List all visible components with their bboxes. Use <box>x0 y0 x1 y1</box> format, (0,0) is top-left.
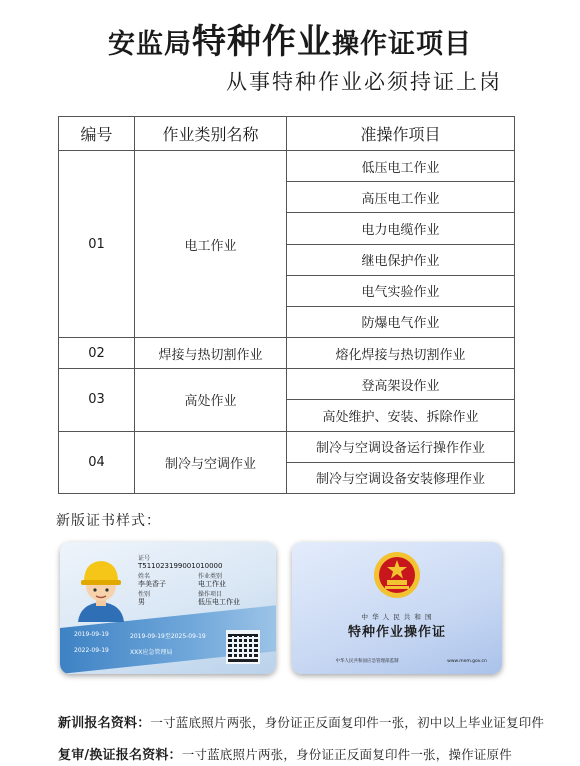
table-row <box>59 431 515 462</box>
row-category: 焊接与热切割作业 <box>135 338 287 369</box>
category-value: 电工作业 <box>198 580 226 588</box>
certificate-section-label: 新版证书样式： <box>56 513 161 529</box>
project-value: 低压电工作业 <box>198 598 240 606</box>
valid-period-value: 2019-09-19至2025-09-19 <box>130 633 206 640</box>
row-number: 03 <box>59 369 135 431</box>
row-category: 高处作业 <box>135 369 287 431</box>
renewal-requirements <box>58 744 512 763</box>
row-number: 02 <box>59 338 135 369</box>
page-title <box>0 14 580 63</box>
ministry-website: www.mem.gov.cn <box>447 659 487 664</box>
new-training-text: 一寸蓝底照片两张，身份证正反面复印件一张，初中以上毕业证复印件 <box>150 715 545 730</box>
column-header-no: 编号 <box>59 117 135 151</box>
issuer-value: XXX应急管理局 <box>130 649 173 656</box>
certificate-front-card <box>60 542 276 674</box>
row-project: 电气实验作业 <box>287 275 515 306</box>
title-part-1: 安监局 <box>108 29 192 60</box>
projects-table <box>58 116 515 494</box>
new-training-requirements <box>58 712 544 731</box>
row-number: 04 <box>59 431 135 493</box>
row-category: 制冷与空调作业 <box>135 431 287 493</box>
certificate-name: 特种作业操作证 <box>347 625 446 640</box>
national-emblem-icon <box>372 550 422 600</box>
renewal-label: 复审/换证报名资料： <box>58 748 182 763</box>
title-part-3: 操作证项目 <box>332 29 472 60</box>
table-row <box>59 369 515 400</box>
gender-label: 性别 <box>138 591 151 598</box>
name-value: 李美香子 <box>138 580 166 588</box>
row-project: 制冷与空调设备安装修理作业 <box>287 462 515 493</box>
row-category: 电工作业 <box>135 151 287 338</box>
row-project: 防爆电气作业 <box>287 306 515 337</box>
table-row <box>59 338 515 369</box>
new-training-label: 新训报名资料： <box>58 716 151 731</box>
row-project: 继电保护作业 <box>287 244 515 275</box>
row-project: 登高架设作业 <box>287 369 515 400</box>
row-project: 制冷与空调设备运行操作作业 <box>287 431 515 462</box>
column-header-category: 作业类别名称 <box>135 117 287 151</box>
row-project: 高处维护、安装、拆除作业 <box>287 400 515 431</box>
page-subtitle: 从事特种作业必须持证上岗 <box>226 70 502 94</box>
category-label: 作业类别 <box>198 573 223 580</box>
column-header-project: 准操作项目 <box>287 117 515 151</box>
project-label: 操作项目 <box>198 591 223 598</box>
certificate-back-card <box>292 542 502 674</box>
review-date-value: 2022-09-19 <box>74 647 109 654</box>
qr-code-icon <box>226 630 260 664</box>
row-project: 低压电工作业 <box>287 151 515 182</box>
name-label: 姓名 <box>138 573 151 580</box>
renewal-text: 一寸蓝底照片两张，身份证正反面复印件一张，操作证原件 <box>181 747 512 762</box>
issuing-ministry: 中华人民共和国应急管理部监制 <box>335 659 399 664</box>
gender-value: 男 <box>138 598 145 606</box>
row-project: 熔化焊接与热切割作业 <box>287 338 515 369</box>
row-project: 电力电缆作业 <box>287 213 515 244</box>
row-number: 01 <box>59 151 135 338</box>
first-issue-value: 2019-09-19 <box>74 631 109 638</box>
country-name: 中 华 人 民 共 和 国 <box>361 613 433 621</box>
table-row <box>59 151 515 182</box>
id-label: 证号 <box>138 555 151 562</box>
id-value: T511023199001010000 <box>138 562 223 570</box>
title-part-2: 特种作业 <box>192 22 332 62</box>
row-project: 高压电工作业 <box>287 182 515 213</box>
table-header-row <box>59 117 515 151</box>
worker-avatar-icon <box>72 552 130 624</box>
